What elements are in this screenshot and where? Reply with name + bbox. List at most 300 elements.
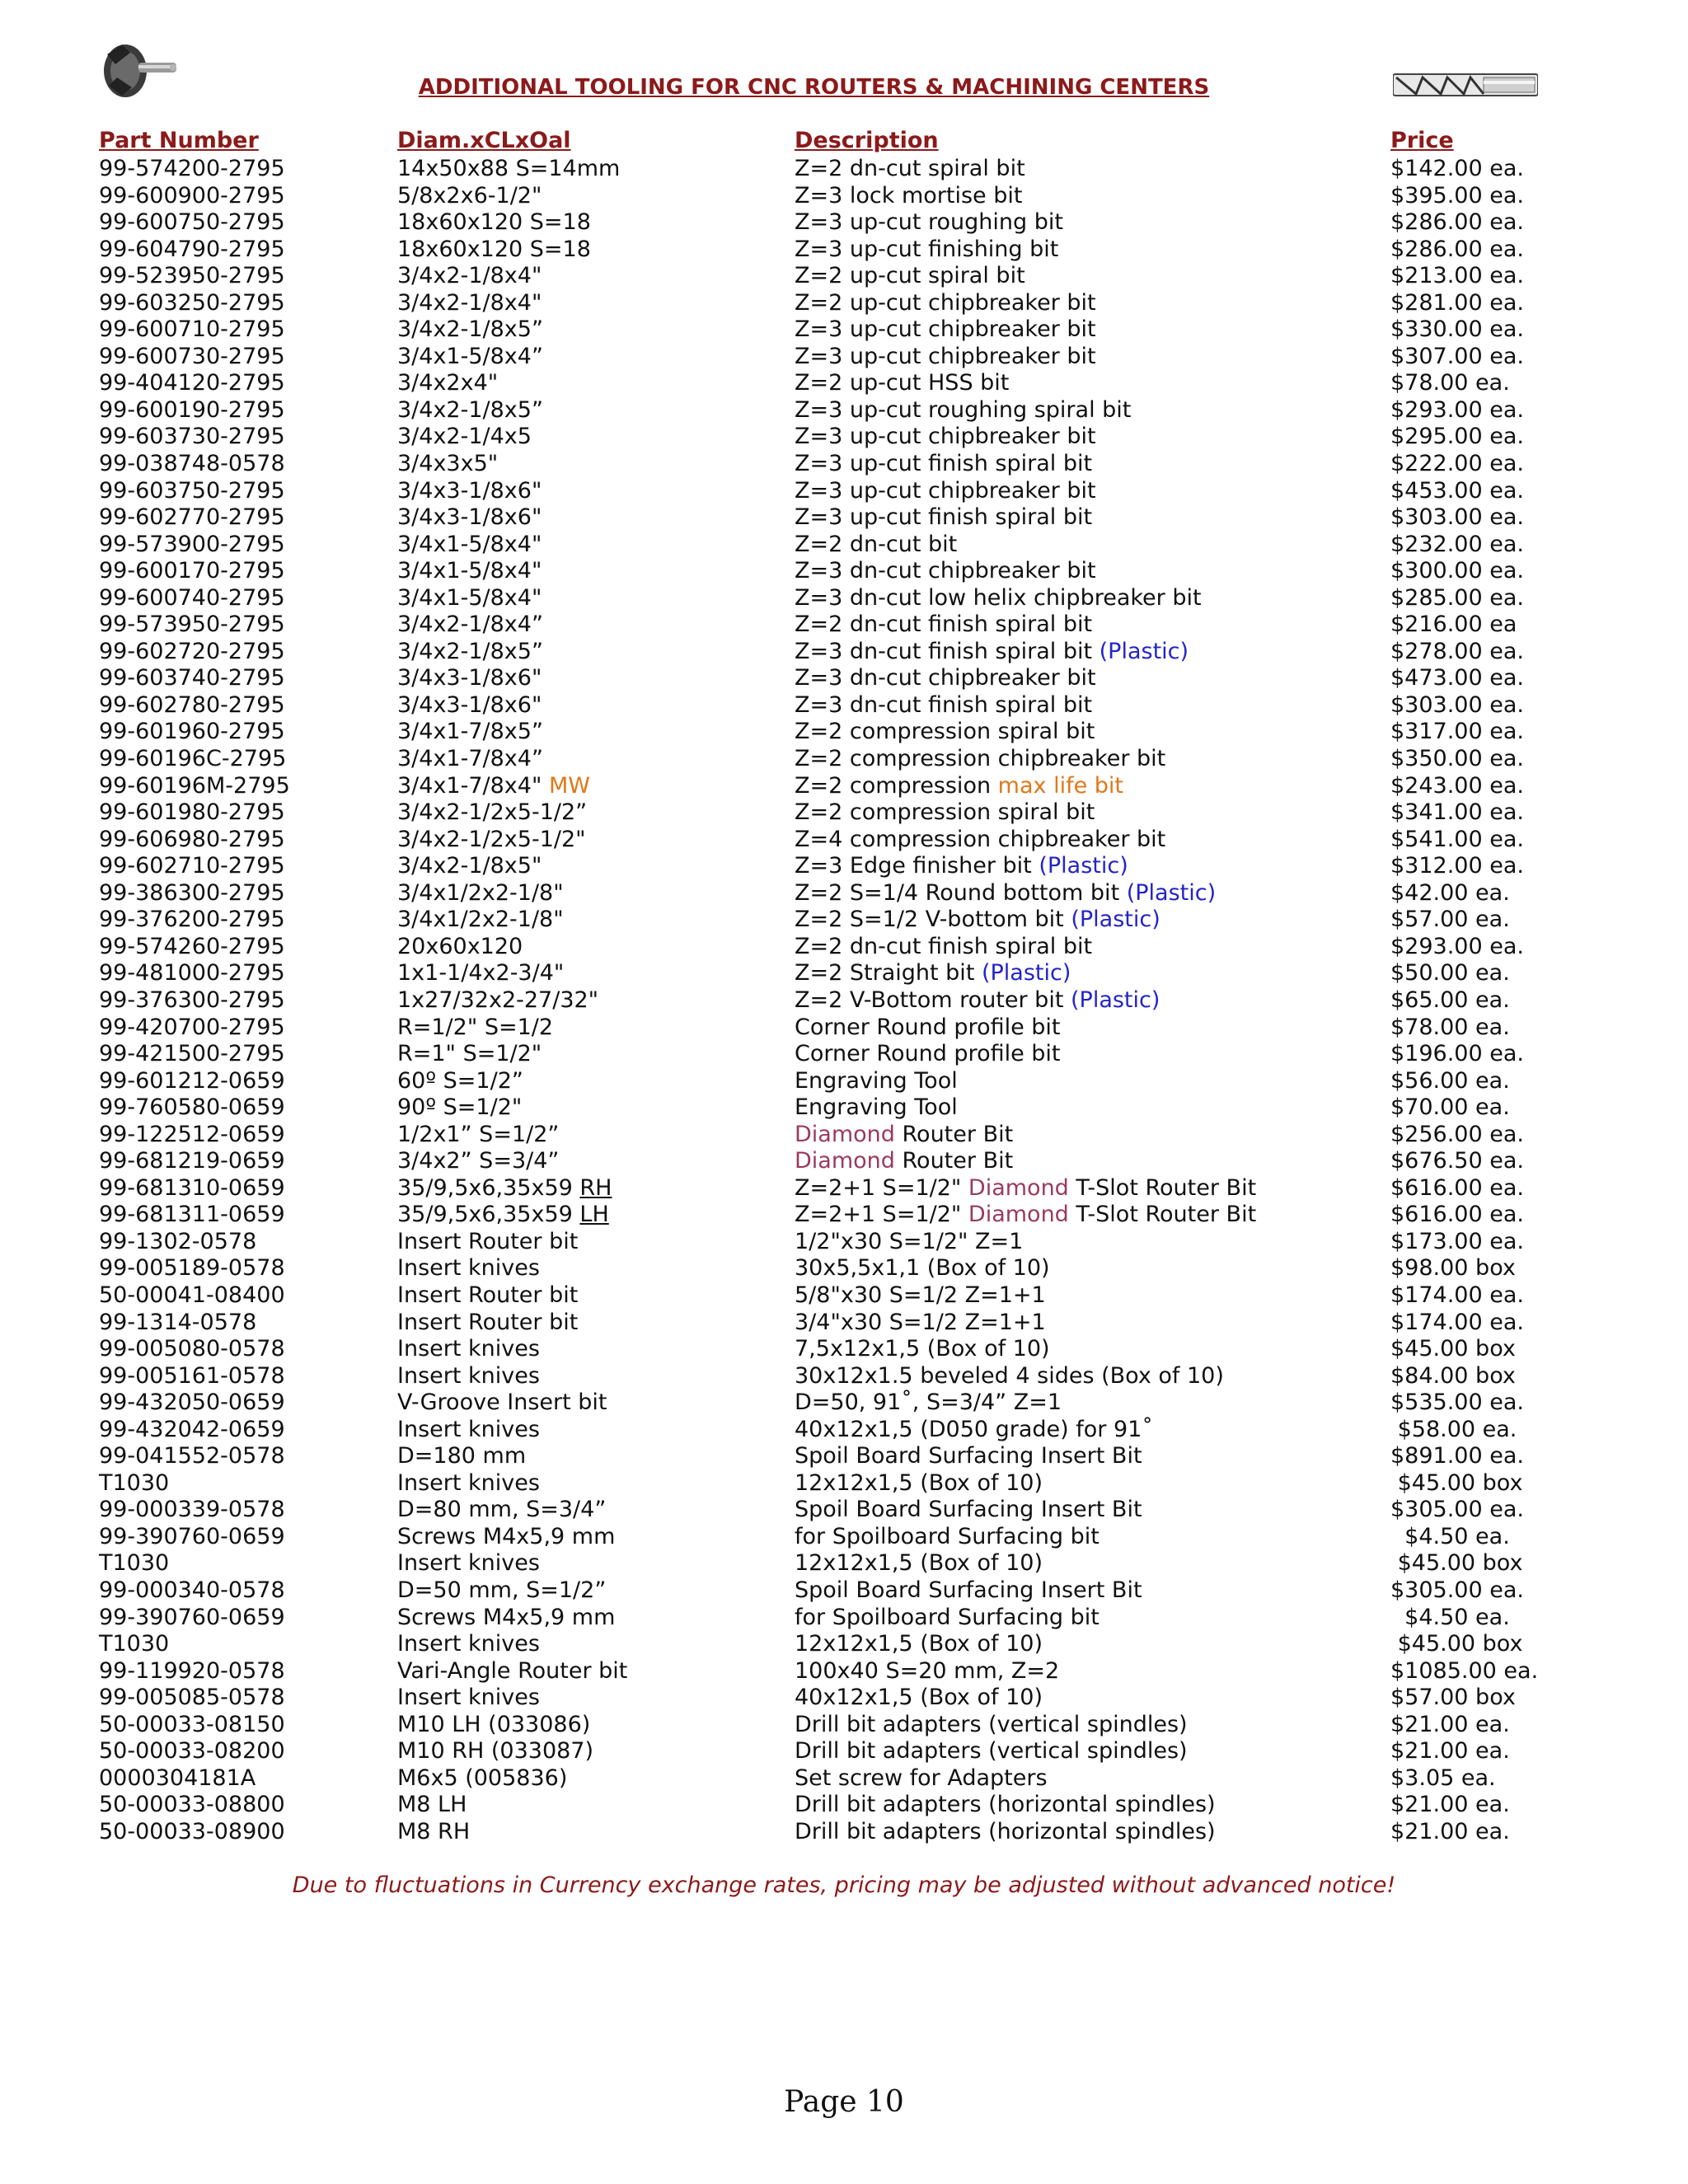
- dimensions-text: 3/4x2-1/8x5”: [397, 316, 543, 343]
- dimensions-cell: [397, 1175, 612, 1202]
- dimensions-cell: [397, 827, 586, 854]
- description-text-suffix: T-Slot Router Bit: [1068, 1174, 1257, 1201]
- column-header-part-number: Part Number: [99, 128, 259, 153]
- description-cell: [795, 773, 1123, 800]
- dimensions-cell: [397, 1094, 522, 1122]
- dimensions-cell: [397, 1550, 540, 1577]
- table-row: [0, 1068, 1688, 1095]
- description-text: Z=2 dn-cut finish spiral bit: [795, 612, 1093, 638]
- description-text: Z=3 up-cut finish spiral bit: [795, 451, 1093, 477]
- table-row: [0, 478, 1688, 505]
- description-cell: [795, 1041, 1061, 1068]
- price-cell: $4.50 ea.: [1390, 1604, 1510, 1630]
- dimensions-text: 3/4x2-1/8x4": [397, 263, 542, 289]
- dimensions-text: Insert knives: [397, 1362, 540, 1389]
- pricing-notice: Due to fluctuations in Currency exchange rates, pricing may be adjusted without advanced notice!: [292, 1872, 1396, 1898]
- price-cell: $473.00 ea.: [1390, 665, 1524, 691]
- description-text: Z=2+1 S=1/2": [795, 1174, 968, 1201]
- price-cell: $213.00 ea.: [1390, 263, 1524, 289]
- description-cell: [795, 934, 1092, 961]
- dimensions-text: M10 RH (033087): [397, 1738, 594, 1765]
- table-row: [0, 451, 1688, 478]
- part-number-cell: 99-60196M-2795: [99, 772, 290, 799]
- table-row: [0, 1336, 1688, 1363]
- part-number-cell: 50-00041-08400: [99, 1282, 285, 1308]
- dimensions-text: 3/4x2” S=3/4”: [397, 1148, 560, 1174]
- description-highlight: (Plastic): [1071, 907, 1160, 933]
- description-highlight: (Plastic): [981, 960, 1071, 987]
- description-cell: [795, 746, 1165, 773]
- dimensions-cell: [397, 1363, 540, 1390]
- table-row: [0, 612, 1688, 639]
- price-cell: $78.00 ea.: [1390, 370, 1510, 396]
- description-text: Z=2 Straight bit: [795, 960, 982, 987]
- price-cell: $196.00 ea.: [1390, 1041, 1524, 1067]
- description-text: Z=3 up-cut finish spiral bit: [795, 504, 1093, 531]
- description-text: 7,5x12x1,5 (Box of 10): [795, 1336, 1050, 1362]
- dimensions-cell: [397, 478, 542, 505]
- dimensions-cell: [397, 1605, 615, 1632]
- dimensions-text: 3/4x3-1/8x6": [397, 691, 542, 718]
- dimensions-text: 5/8x2x6-1/2": [397, 182, 542, 209]
- dimensions-text: Insert knives: [397, 1631, 540, 1657]
- description-cell: [795, 1336, 1050, 1363]
- table-row: [0, 1792, 1688, 1819]
- description-highlight: Diamond: [795, 1148, 895, 1174]
- dimensions-cell: [397, 1792, 467, 1819]
- dimensions-text: 3/4x3-1/8x6": [397, 504, 542, 531]
- price-cell: $286.00 ea.: [1390, 236, 1524, 262]
- description-highlight: (Plastic): [1039, 853, 1128, 879]
- dimensions-cell: [397, 1524, 615, 1551]
- description-text: Z=3 dn-cut chipbreaker bit: [795, 665, 1096, 691]
- price-cell: $307.00 ea.: [1390, 343, 1524, 369]
- dimensions-text: Screws M4x5,9 mm: [397, 1523, 616, 1549]
- description-cell: [795, 1255, 1050, 1282]
- table-row: [0, 987, 1688, 1015]
- table-row: [0, 1310, 1688, 1337]
- part-number-cell: 99-600900-2795: [99, 182, 285, 209]
- dimensions-cell: [397, 1497, 606, 1524]
- description-cell: [795, 1310, 1046, 1337]
- dimensions-text: 3/4x2-1/4x5: [397, 424, 532, 450]
- description-cell: [795, 987, 1160, 1015]
- table-row: [0, 263, 1688, 290]
- description-text: Z=2 up-cut chipbreaker bit: [795, 289, 1096, 316]
- dimensions-text: 18x60x120 S=18: [397, 209, 591, 236]
- description-text: Z=2 compression spiral bit: [795, 719, 1095, 745]
- price-cell: $21.00 ea.: [1390, 1792, 1510, 1818]
- dimensions-text: Insert knives: [397, 1255, 540, 1282]
- dimensions-cell: [397, 665, 542, 692]
- part-number-cell: 99-005080-0578: [99, 1336, 285, 1362]
- description-text: Z=3 up-cut chipbreaker bit: [795, 316, 1096, 343]
- table-row: [0, 316, 1688, 344]
- price-cell: $453.00 ea.: [1390, 477, 1524, 504]
- dimensions-text: D=80 mm, S=3/4”: [397, 1497, 607, 1523]
- part-number-cell: 99-681310-0659: [99, 1174, 285, 1201]
- price-cell: $174.00 ea.: [1390, 1309, 1524, 1335]
- dimensions-text: Insert Router bit: [397, 1309, 579, 1335]
- dimensions-text: Screws M4x5,9 mm: [397, 1604, 616, 1630]
- dimensions-text: Insert knives: [397, 1550, 540, 1577]
- description-text: Corner Round profile bit: [795, 1041, 1061, 1067]
- dimensions-text: R=1" S=1/2": [397, 1041, 542, 1067]
- part-number-cell: 99-602710-2795: [99, 853, 285, 879]
- table-row: [0, 1658, 1688, 1685]
- description-text: Z=3 dn-cut finish spiral bit: [795, 638, 1100, 664]
- dimensions-cell: [397, 1658, 627, 1685]
- price-cell: $676.50 ea.: [1390, 1148, 1524, 1174]
- description-text: Engraving Tool: [795, 1067, 958, 1094]
- description-text: 5/8"x30 S=1/2 Z=1+1: [795, 1282, 1046, 1308]
- column-header-description: Description: [795, 128, 939, 153]
- description-cell: [795, 183, 1022, 210]
- table-row: [0, 1148, 1688, 1175]
- description-text: Spoil Board Surfacing Insert Bit: [795, 1497, 1142, 1523]
- part-number-cell: 99-600750-2795: [99, 209, 285, 236]
- price-cell: $243.00 ea.: [1390, 772, 1524, 799]
- part-number-cell: 99-600190-2795: [99, 396, 285, 423]
- table-row: [0, 156, 1688, 183]
- table-row: [0, 1819, 1688, 1846]
- dimensions-text: 3/4x1-7/8x5”: [397, 719, 543, 745]
- price-cell: $350.00 ea.: [1390, 746, 1524, 772]
- dimensions-cell: [397, 156, 620, 183]
- part-number-cell: 99-760580-0659: [99, 1094, 285, 1121]
- price-cell: $45.00 box: [1390, 1550, 1523, 1577]
- dimensions-cell: [397, 1443, 526, 1470]
- table-row: [0, 209, 1688, 237]
- description-cell: [795, 1229, 1023, 1256]
- dimensions-cell: [397, 1041, 542, 1068]
- description-highlight: Diamond: [795, 1121, 895, 1147]
- description-text: Z=2 dn-cut spiral bit: [795, 156, 1025, 181]
- price-cell: $56.00 ea.: [1390, 1067, 1510, 1094]
- part-number-cell: 99-600730-2795: [99, 343, 285, 369]
- part-number-cell: 99-606980-2795: [99, 826, 285, 852]
- description-text: Z=2 up-cut spiral bit: [795, 263, 1025, 289]
- part-number-cell: 99-600740-2795: [99, 584, 285, 611]
- dimensions-cell: [397, 1712, 590, 1739]
- description-text: Z=3 Edge finisher bit: [795, 853, 1039, 879]
- dimensions-text: Insert knives: [397, 1469, 540, 1496]
- price-cell: $45.00 box: [1390, 1631, 1523, 1657]
- price-cell: $300.00 ea.: [1390, 558, 1524, 584]
- description-cell: [795, 1577, 1142, 1605]
- part-number-cell: 99-386300-2795: [99, 879, 285, 906]
- table-row: [0, 1470, 1688, 1497]
- dimensions-hand: LH: [579, 1202, 609, 1228]
- price-cell: $1085.00 ea.: [1390, 1657, 1539, 1684]
- table-row: [0, 1390, 1688, 1417]
- description-text: Z=2 dn-cut bit: [795, 531, 958, 557]
- table-row: [0, 1255, 1688, 1282]
- dimensions-highlight: MW: [548, 772, 590, 799]
- part-number-cell: 99-1314-0578: [99, 1309, 257, 1335]
- description-text: Drill bit adapters (horizontal spindles): [795, 1818, 1216, 1844]
- dimensions-text: 3/4x2-1/8x5": [397, 853, 542, 879]
- part-number-cell: T1030: [99, 1469, 170, 1496]
- dimensions-cell: [397, 316, 543, 344]
- description-text: for Spoilboard Surfacing bit: [795, 1523, 1100, 1549]
- description-cell: [795, 237, 1058, 264]
- description-text: Corner Round profile bit: [795, 1014, 1061, 1040]
- description-text: 40x12x1,5 (D050 grade) for 91˚: [795, 1416, 1153, 1442]
- description-text: Z=2 S=1/2 V-bottom bit: [795, 907, 1071, 933]
- dimensions-cell: [397, 692, 542, 719]
- dimensions-text: 3/4x2-1/8x4": [397, 289, 542, 316]
- dimensions-cell: [397, 853, 542, 880]
- description-cell: [795, 1390, 1062, 1417]
- part-number-cell: 99-60196C-2795: [99, 746, 287, 772]
- dimensions-cell: [397, 1336, 540, 1363]
- description-cell: [795, 960, 1071, 987]
- dimensions-text: 3/4x2-1/2x5-1/2": [397, 826, 586, 852]
- price-cell: $216.00 ea: [1390, 612, 1517, 638]
- dimensions-text: 3/4x1-5/8x4": [397, 584, 542, 611]
- description-text: Spoil Board Surfacing Insert Bit: [795, 1443, 1142, 1469]
- description-cell: [795, 853, 1128, 880]
- description-cell: [795, 692, 1092, 719]
- description-highlight: (Plastic): [1071, 987, 1160, 1013]
- dimensions-cell: [397, 1390, 607, 1417]
- dimensions-text: 3/4x1-5/8x4": [397, 558, 542, 584]
- price-cell: $98.00 box: [1390, 1255, 1516, 1282]
- dimensions-cell: [397, 504, 542, 532]
- dimensions-cell: [397, 1255, 540, 1282]
- price-cell: $295.00 ea.: [1390, 424, 1524, 450]
- description-cell: [795, 1202, 1256, 1229]
- description-cell: [795, 451, 1092, 478]
- description-text: 40x12x1,5 (Box of 10): [795, 1685, 1043, 1711]
- description-cell: [795, 1443, 1142, 1470]
- part-number-cell: 99-523950-2795: [99, 263, 285, 289]
- dimensions-text: Insert knives: [397, 1416, 540, 1442]
- table-row: [0, 960, 1688, 987]
- table-row: [0, 1550, 1688, 1577]
- description-text: 1/2"x30 S=1/2" Z=1: [795, 1228, 1024, 1254]
- description-text: Z=3 up-cut chipbreaker bit: [795, 424, 1096, 450]
- part-number-cell: 99-122512-0659: [99, 1121, 285, 1147]
- dimensions-cell: [397, 907, 564, 934]
- description-cell: [795, 1765, 1048, 1793]
- part-number-cell: 99-404120-2795: [99, 370, 285, 396]
- dimensions-cell: [397, 1148, 559, 1175]
- dimensions-text: Insert knives: [397, 1336, 540, 1362]
- part-number-cell: 99-390760-0659: [99, 1604, 285, 1630]
- price-cell: $616.00 ea.: [1390, 1202, 1524, 1228]
- description-cell: [795, 880, 1216, 907]
- dimensions-cell: [397, 1577, 606, 1605]
- price-cell: $70.00 ea.: [1390, 1094, 1510, 1121]
- table-row: [0, 853, 1688, 880]
- description-text: Drill bit adapters (vertical spindles): [795, 1738, 1188, 1765]
- table-row: [0, 532, 1688, 559]
- part-number-cell: 99-432050-0659: [99, 1390, 285, 1416]
- part-number-cell: 99-573950-2795: [99, 612, 285, 638]
- table-row: [0, 1605, 1688, 1632]
- part-number-cell: 99-603740-2795: [99, 665, 285, 691]
- part-number-cell: T1030: [99, 1631, 170, 1657]
- table-row: [0, 1041, 1688, 1068]
- dimensions-cell: [397, 397, 543, 424]
- dimensions-text: 3/4x2x4": [397, 370, 499, 396]
- description-cell: [795, 1685, 1043, 1712]
- part-number-cell: 99-601980-2795: [99, 799, 285, 826]
- price-cell: $285.00 ea.: [1390, 584, 1524, 611]
- description-highlight: (Plastic): [1126, 879, 1217, 906]
- part-number-cell: 99-573900-2795: [99, 531, 285, 557]
- part-number-cell: 99-603730-2795: [99, 424, 285, 450]
- table-row: [0, 1577, 1688, 1605]
- price-cell: $305.00 ea.: [1390, 1577, 1524, 1603]
- description-cell: [795, 639, 1189, 666]
- price-cell: $256.00 ea.: [1390, 1121, 1524, 1147]
- part-number-cell: 50-00033-08150: [99, 1711, 285, 1737]
- table-row: [0, 370, 1688, 397]
- price-cell: $21.00 ea.: [1390, 1738, 1510, 1765]
- description-text: 3/4"x30 S=1/2 Z=1+1: [795, 1309, 1046, 1335]
- part-number-cell: T1030: [99, 1550, 170, 1577]
- dimensions-text: 3/4x2-1/8x5”: [397, 396, 543, 423]
- dimensions-cell: [397, 1470, 540, 1497]
- dimensions-hand: RH: [579, 1174, 612, 1201]
- dimensions-cell: [397, 773, 590, 800]
- price-cell: $84.00 box: [1390, 1362, 1516, 1389]
- price-cell: $330.00 ea.: [1390, 316, 1524, 343]
- description-highlight: Diamond: [968, 1174, 1069, 1201]
- dimensions-cell: [397, 1202, 609, 1229]
- part-number-cell: 99-574200-2795: [99, 156, 285, 181]
- part-number-cell: 99-376300-2795: [99, 987, 285, 1013]
- dimensions-cell: [397, 532, 542, 559]
- dimensions-cell: [397, 1685, 540, 1712]
- dimensions-text: 3/4x2-1/2x5-1/2”: [397, 799, 588, 826]
- dimensions-text: 3/4x3-1/8x6": [397, 665, 542, 691]
- part-number-cell: 99-604790-2795: [99, 236, 285, 262]
- description-cell: [795, 1712, 1188, 1739]
- part-number-cell: 99-1302-0578: [99, 1228, 257, 1254]
- part-number-cell: 99-601212-0659: [99, 1067, 285, 1094]
- price-cell: $341.00 ea.: [1390, 799, 1524, 826]
- table-row: [0, 1524, 1688, 1551]
- dimensions-cell: [397, 1819, 470, 1846]
- dimensions-cell: [397, 1417, 540, 1444]
- dimensions-text: 3/4x1-7/8x4”: [397, 746, 543, 772]
- dimensions-text: 3/4x3x5": [397, 451, 499, 477]
- part-number-cell: 99-574260-2795: [99, 933, 285, 959]
- description-text: Router Bit: [894, 1121, 1014, 1147]
- dimensions-text: 35/9,5x6,35x59: [397, 1174, 580, 1201]
- table-row: [0, 1765, 1688, 1793]
- description-cell: [795, 290, 1096, 317]
- part-number-cell: 99-005161-0578: [99, 1362, 285, 1389]
- dimensions-cell: [397, 290, 542, 317]
- part-number-cell: 99-432042-0659: [99, 1416, 285, 1442]
- table-row: [0, 665, 1688, 692]
- dimensions-text: D=50 mm, S=1/2”: [397, 1577, 607, 1603]
- description-text: 100x40 S=20 mm, Z=2: [795, 1657, 1060, 1684]
- description-cell: [795, 585, 1202, 612]
- dimensions-cell: [397, 719, 543, 746]
- price-cell: $278.00 ea.: [1390, 638, 1524, 664]
- price-cell: $305.00 ea.: [1390, 1497, 1524, 1523]
- part-number-cell: 99-000339-0578: [99, 1497, 285, 1523]
- description-cell: [795, 558, 1096, 585]
- description-text: Set screw for Adapters: [795, 1765, 1048, 1791]
- page-number: Page 10: [784, 2085, 904, 2119]
- description-cell: [795, 1282, 1046, 1310]
- dimensions-text: M6x5 (005836): [397, 1765, 568, 1791]
- dimensions-text: 35/9,5x6,35x59: [397, 1202, 580, 1228]
- part-number-cell: 99-481000-2795: [99, 960, 285, 987]
- description-cell: [795, 1605, 1100, 1632]
- dimensions-text: Vari-Angle Router bit: [397, 1657, 628, 1684]
- description-text: 30x12x1.5 beveled 4 sides (Box of 10): [795, 1362, 1224, 1389]
- part-number-cell: 99-038748-0578: [99, 451, 285, 477]
- dimensions-text: 3/4x1/2x2-1/8": [397, 907, 564, 933]
- description-cell: [795, 612, 1092, 639]
- description-cell: [795, 907, 1160, 934]
- description-cell: [795, 1470, 1043, 1497]
- price-cell: $4.50 ea.: [1390, 1523, 1510, 1549]
- description-cell: [795, 1122, 1013, 1149]
- dimensions-text: 1x1-1/4x2-3/4": [397, 960, 565, 987]
- price-cell: $303.00 ea.: [1390, 691, 1524, 718]
- dimensions-text: Insert Router bit: [397, 1282, 579, 1308]
- description-text: Z=2 compression: [795, 772, 998, 799]
- description-cell: [795, 1363, 1224, 1390]
- dimensions-text: 90º S=1/2": [397, 1094, 523, 1121]
- description-cell: [795, 209, 1063, 237]
- description-text: Z=3 dn-cut finish spiral bit: [795, 691, 1093, 718]
- description-text: Z=3 up-cut roughing bit: [795, 209, 1063, 236]
- description-text: 12x12x1,5 (Box of 10): [795, 1469, 1043, 1496]
- description-text: D=50, 91˚, S=3/4” Z=1: [795, 1390, 1062, 1416]
- description-cell: [795, 478, 1096, 505]
- description-text: Router Bit: [894, 1148, 1014, 1174]
- column-header-dimensions: Diam.xCLxOal: [397, 128, 571, 153]
- dimensions-text: 14x50x88 S=14mm: [397, 156, 621, 181]
- dimensions-text: 1/2x1” S=1/2”: [397, 1121, 560, 1147]
- description-text: Z=3 up-cut chipbreaker bit: [795, 343, 1096, 369]
- part-number-cell: 50-00033-08900: [99, 1818, 285, 1844]
- dimensions-text: 3/4x3-1/8x6": [397, 477, 542, 504]
- description-cell: [795, 1550, 1043, 1577]
- description-cell: [795, 1148, 1013, 1175]
- dimensions-cell: [397, 880, 564, 907]
- part-number-cell: 0000304181A: [99, 1765, 256, 1791]
- table-row: [0, 880, 1688, 907]
- dimensions-cell: [397, 612, 543, 639]
- dimensions-cell: [397, 1015, 553, 1042]
- price-cell: $293.00 ea.: [1390, 933, 1524, 959]
- dimensions-text: V-Groove Insert bit: [397, 1390, 607, 1416]
- table-row: [0, 934, 1688, 961]
- description-highlight: (Plastic): [1099, 638, 1189, 664]
- table-row: [0, 1712, 1688, 1739]
- description-text: Z=2 compression spiral bit: [795, 799, 1095, 826]
- table-row: [0, 558, 1688, 585]
- description-cell: [795, 1524, 1100, 1551]
- part-number-cell: 99-600710-2795: [99, 316, 285, 343]
- dimensions-text: 3/4x1-5/8x4": [397, 531, 542, 557]
- table-row: [0, 773, 1688, 800]
- dimensions-cell: [397, 1765, 567, 1793]
- description-cell: [795, 504, 1092, 532]
- description-cell: [795, 719, 1095, 746]
